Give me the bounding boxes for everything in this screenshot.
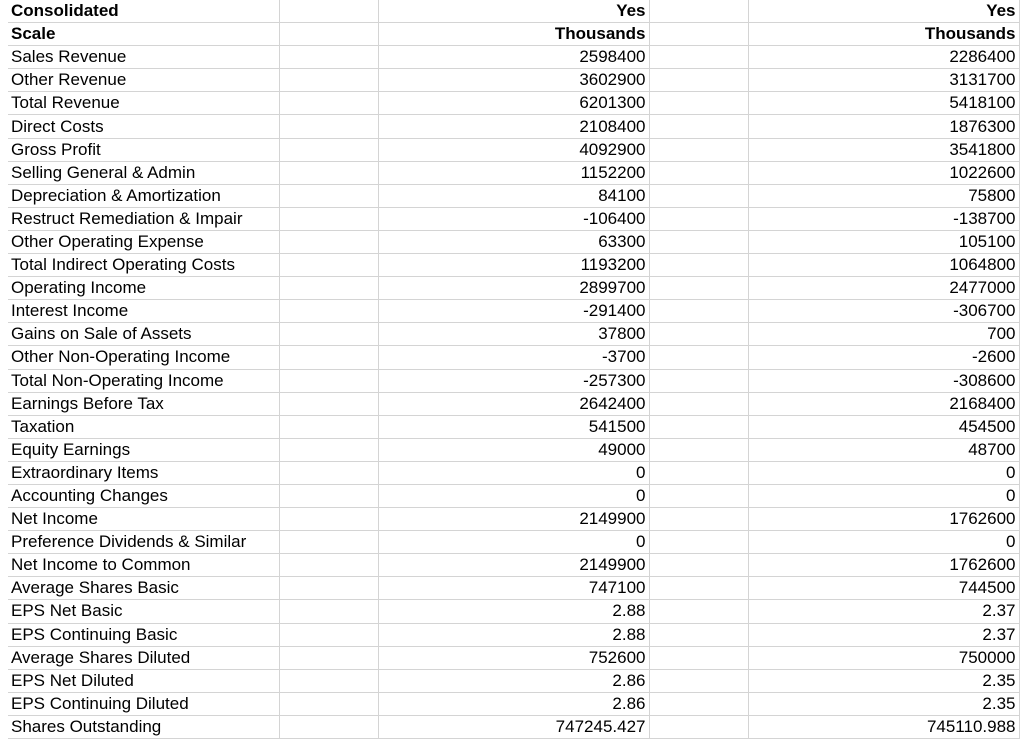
cell-label[interactable]: Operating Income xyxy=(8,277,279,300)
cell-empty[interactable] xyxy=(279,369,378,392)
cell-value-col2[interactable]: -2600 xyxy=(748,346,1019,369)
table-row xyxy=(8,369,1019,392)
cell-empty[interactable] xyxy=(649,392,748,415)
cell-value-col1[interactable]: 6201300 xyxy=(378,92,649,115)
table-row xyxy=(8,69,1019,92)
cell-empty[interactable] xyxy=(649,184,748,207)
cell-empty[interactable] xyxy=(279,484,378,507)
cell-value-col1[interactable]: 1193200 xyxy=(378,254,649,277)
cell-empty[interactable] xyxy=(649,600,748,623)
cell-value-col2[interactable]: 105100 xyxy=(748,230,1019,253)
cell-label[interactable]: Gains on Sale of Assets xyxy=(8,323,279,346)
cell-label[interactable]: EPS Net Diluted xyxy=(8,669,279,692)
cell-value-col1[interactable]: 37800 xyxy=(378,323,649,346)
table-row xyxy=(8,300,1019,323)
cell-value-col2[interactable]: 3131700 xyxy=(748,69,1019,92)
cell-value-col2[interactable]: 750000 xyxy=(748,646,1019,669)
table-row xyxy=(8,46,1019,69)
cell-value-col2[interactable]: 2168400 xyxy=(748,392,1019,415)
cell-value-col2[interactable]: 75800 xyxy=(748,184,1019,207)
cell-value-col2[interactable]: Thousands xyxy=(748,23,1019,46)
cell-empty[interactable] xyxy=(279,600,378,623)
cell-empty[interactable] xyxy=(649,69,748,92)
cell-value-col1[interactable]: -3700 xyxy=(378,346,649,369)
cell-value-col1[interactable]: 2.88 xyxy=(378,600,649,623)
table-row xyxy=(8,554,1019,577)
cell-empty[interactable] xyxy=(279,346,378,369)
cell-label[interactable]: Extraordinary Items xyxy=(8,461,279,484)
cell-value-col2[interactable]: 0 xyxy=(748,461,1019,484)
cell-empty[interactable] xyxy=(279,69,378,92)
cell-label[interactable]: EPS Continuing Diluted xyxy=(8,692,279,715)
cell-label[interactable]: Equity Earnings xyxy=(8,438,279,461)
cell-empty[interactable] xyxy=(279,438,378,461)
cell-label[interactable]: Total Indirect Operating Costs xyxy=(8,254,279,277)
cell-value-col1[interactable]: 2899700 xyxy=(378,277,649,300)
cell-value-col1[interactable]: 541500 xyxy=(378,415,649,438)
cell-empty[interactable] xyxy=(649,92,748,115)
table-row xyxy=(8,484,1019,507)
cell-label[interactable]: Other Operating Expense xyxy=(8,230,279,253)
cell-value-col2[interactable]: 1762600 xyxy=(748,554,1019,577)
table-row xyxy=(8,323,1019,346)
cell-empty[interactable] xyxy=(279,92,378,115)
table-row xyxy=(8,669,1019,692)
cell-value-col2[interactable]: 744500 xyxy=(748,577,1019,600)
header-row xyxy=(8,23,1019,46)
cell-empty[interactable] xyxy=(649,161,748,184)
cell-value-col1[interactable]: 2.86 xyxy=(378,692,649,715)
cell-empty[interactable] xyxy=(649,438,748,461)
cell-value-col2[interactable]: 700 xyxy=(748,323,1019,346)
cell-value-col1[interactable]: 747100 xyxy=(378,577,649,600)
cell-value-col1[interactable]: 2149900 xyxy=(378,508,649,531)
cell-empty[interactable] xyxy=(649,415,748,438)
cell-empty[interactable] xyxy=(279,323,378,346)
table-row xyxy=(8,277,1019,300)
cell-label[interactable]: Accounting Changes xyxy=(8,484,279,507)
cell-empty[interactable] xyxy=(279,554,378,577)
cell-empty[interactable] xyxy=(279,623,378,646)
cell-empty[interactable] xyxy=(649,0,748,23)
cell-value-col2[interactable]: -308600 xyxy=(748,369,1019,392)
table-row xyxy=(8,692,1019,715)
table-row xyxy=(8,531,1019,554)
cell-label[interactable]: Shares Outstanding xyxy=(8,715,279,738)
cell-empty[interactable] xyxy=(279,692,378,715)
table-row xyxy=(8,508,1019,531)
table-row xyxy=(8,392,1019,415)
table-row xyxy=(8,577,1019,600)
cell-value-col1[interactable]: 2.88 xyxy=(378,623,649,646)
cell-empty[interactable] xyxy=(279,46,378,69)
cell-value-col1[interactable]: 752600 xyxy=(378,646,649,669)
table-row xyxy=(8,115,1019,138)
table-row xyxy=(8,415,1019,438)
cell-value-col2[interactable]: 2.37 xyxy=(748,623,1019,646)
cell-value-col2[interactable]: 454500 xyxy=(748,415,1019,438)
cell-empty[interactable] xyxy=(279,715,378,738)
cell-label[interactable]: Direct Costs xyxy=(8,115,279,138)
cell-value-col2[interactable]: 1022600 xyxy=(748,161,1019,184)
cell-label[interactable]: Net Income to Common xyxy=(8,554,279,577)
cell-empty[interactable] xyxy=(279,508,378,531)
cell-empty[interactable] xyxy=(649,692,748,715)
cell-label[interactable]: Other Non-Operating Income xyxy=(8,346,279,369)
cell-value-col1[interactable]: 3602900 xyxy=(378,69,649,92)
cell-value-col2[interactable]: -138700 xyxy=(748,207,1019,230)
cell-empty[interactable] xyxy=(279,300,378,323)
cell-label[interactable]: EPS Net Basic xyxy=(8,600,279,623)
cell-value-col1[interactable]: 2149900 xyxy=(378,554,649,577)
cell-label[interactable]: Interest Income xyxy=(8,300,279,323)
header-row xyxy=(8,0,1019,23)
cell-value-col1[interactable]: -257300 xyxy=(378,369,649,392)
cell-value-col2[interactable]: 3541800 xyxy=(748,138,1019,161)
table-row xyxy=(8,600,1019,623)
cell-empty[interactable] xyxy=(649,531,748,554)
cell-empty[interactable] xyxy=(649,623,748,646)
cell-empty[interactable] xyxy=(279,461,378,484)
cell-empty[interactable] xyxy=(279,646,378,669)
cell-empty[interactable] xyxy=(279,669,378,692)
table-row xyxy=(8,92,1019,115)
cell-label[interactable]: Restruct Remediation & Impair xyxy=(8,207,279,230)
cell-empty[interactable] xyxy=(649,484,748,507)
cell-label[interactable]: Earnings Before Tax xyxy=(8,392,279,415)
table-row xyxy=(8,438,1019,461)
cell-empty[interactable] xyxy=(649,323,748,346)
cell-value-col1[interactable]: 1152200 xyxy=(378,161,649,184)
cell-empty[interactable] xyxy=(279,0,378,23)
cell-label[interactable]: Other Revenue xyxy=(8,69,279,92)
table-row xyxy=(8,715,1019,738)
cell-value-col2[interactable]: 48700 xyxy=(748,438,1019,461)
cell-empty[interactable] xyxy=(279,161,378,184)
cell-value-col1[interactable]: 2598400 xyxy=(378,46,649,69)
cell-value-col2[interactable]: 2.35 xyxy=(748,692,1019,715)
cell-empty[interactable] xyxy=(279,415,378,438)
cell-value-col2[interactable]: 5418100 xyxy=(748,92,1019,115)
cell-label[interactable]: Taxation xyxy=(8,415,279,438)
cell-value-col1[interactable]: Thousands xyxy=(378,23,649,46)
cell-value-col1[interactable]: 84100 xyxy=(378,184,649,207)
cell-label[interactable]: Depreciation & Amortization xyxy=(8,184,279,207)
spreadsheet-body xyxy=(8,0,1019,739)
cell-empty[interactable] xyxy=(649,577,748,600)
cell-value-col2[interactable]: 1064800 xyxy=(748,254,1019,277)
cell-empty[interactable] xyxy=(649,646,748,669)
cell-empty[interactable] xyxy=(279,531,378,554)
cell-label[interactable]: Selling General & Admin xyxy=(8,161,279,184)
cell-value-col1[interactable]: 0 xyxy=(378,484,649,507)
cell-value-col1[interactable]: 2108400 xyxy=(378,115,649,138)
cell-label[interactable]: Scale xyxy=(8,23,279,46)
table-row xyxy=(8,161,1019,184)
table-row xyxy=(8,138,1019,161)
table-row xyxy=(8,184,1019,207)
cell-value-col2[interactable]: -306700 xyxy=(748,300,1019,323)
cell-empty[interactable] xyxy=(279,184,378,207)
cell-empty[interactable] xyxy=(649,277,748,300)
cell-empty[interactable] xyxy=(649,715,748,738)
table-row xyxy=(8,230,1019,253)
cell-value-col1[interactable]: 0 xyxy=(378,461,649,484)
cell-label[interactable]: Total Non-Operating Income xyxy=(8,369,279,392)
cell-empty[interactable] xyxy=(649,461,748,484)
cell-value-col2[interactable]: 745110.988 xyxy=(748,715,1019,738)
cell-empty[interactable] xyxy=(279,115,378,138)
cell-label[interactable]: Gross Profit xyxy=(8,138,279,161)
cell-empty[interactable] xyxy=(649,230,748,253)
table-row xyxy=(8,254,1019,277)
cell-empty[interactable] xyxy=(279,207,378,230)
cell-label[interactable]: Average Shares Diluted xyxy=(8,646,279,669)
cell-value-col1[interactable]: 0 xyxy=(378,531,649,554)
cell-empty[interactable] xyxy=(279,254,378,277)
cell-value-col2[interactable]: 0 xyxy=(748,484,1019,507)
cell-value-col2[interactable]: 0 xyxy=(748,531,1019,554)
cell-label[interactable]: Preference Dividends & Similar xyxy=(8,531,279,554)
cell-empty[interactable] xyxy=(279,23,378,46)
cell-empty[interactable] xyxy=(279,392,378,415)
cell-empty[interactable] xyxy=(649,115,748,138)
cell-label[interactable]: Consolidated xyxy=(8,0,279,23)
cell-value-col1[interactable]: 2.86 xyxy=(378,669,649,692)
cell-value-col2[interactable]: 2286400 xyxy=(748,46,1019,69)
table-row xyxy=(8,207,1019,230)
table-row xyxy=(8,461,1019,484)
cell-empty[interactable] xyxy=(279,230,378,253)
cell-value-col2[interactable]: 2.37 xyxy=(748,600,1019,623)
cell-value-col1[interactable]: -291400 xyxy=(378,300,649,323)
cell-value-col2[interactable]: 1876300 xyxy=(748,115,1019,138)
cell-empty[interactable] xyxy=(649,138,748,161)
cell-label[interactable]: Sales Revenue xyxy=(8,46,279,69)
cell-empty[interactable] xyxy=(649,23,748,46)
cell-empty[interactable] xyxy=(649,508,748,531)
cell-value-col2[interactable]: 2477000 xyxy=(748,277,1019,300)
cell-label[interactable]: Average Shares Basic xyxy=(8,577,279,600)
cell-empty[interactable] xyxy=(279,577,378,600)
spreadsheet-grid xyxy=(8,0,1020,739)
cell-empty[interactable] xyxy=(649,669,748,692)
cell-empty[interactable] xyxy=(649,554,748,577)
cell-empty[interactable] xyxy=(649,207,748,230)
cell-empty[interactable] xyxy=(279,277,378,300)
cell-value-col2[interactable]: Yes xyxy=(748,0,1019,23)
cell-value-col1[interactable]: 4092900 xyxy=(378,138,649,161)
cell-label[interactable]: EPS Continuing Basic xyxy=(8,623,279,646)
cell-label[interactable]: Total Revenue xyxy=(8,92,279,115)
cell-value-col2[interactable]: 2.35 xyxy=(748,669,1019,692)
cell-empty[interactable] xyxy=(649,346,748,369)
cell-empty[interactable] xyxy=(649,369,748,392)
cell-value-col1[interactable]: 747245.427 xyxy=(378,715,649,738)
cell-empty[interactable] xyxy=(649,254,748,277)
cell-value-col1[interactable]: 2642400 xyxy=(378,392,649,415)
table-row xyxy=(8,646,1019,669)
cell-empty[interactable] xyxy=(649,300,748,323)
cell-value-col1[interactable]: Yes xyxy=(378,0,649,23)
cell-value-col1[interactable]: 63300 xyxy=(378,230,649,253)
cell-value-col2[interactable]: 1762600 xyxy=(748,508,1019,531)
cell-label[interactable]: Net Income xyxy=(8,508,279,531)
table-row xyxy=(8,346,1019,369)
cell-empty[interactable] xyxy=(279,138,378,161)
cell-value-col1[interactable]: -106400 xyxy=(378,207,649,230)
cell-value-col1[interactable]: 49000 xyxy=(378,438,649,461)
cell-empty[interactable] xyxy=(649,46,748,69)
table-row xyxy=(8,623,1019,646)
